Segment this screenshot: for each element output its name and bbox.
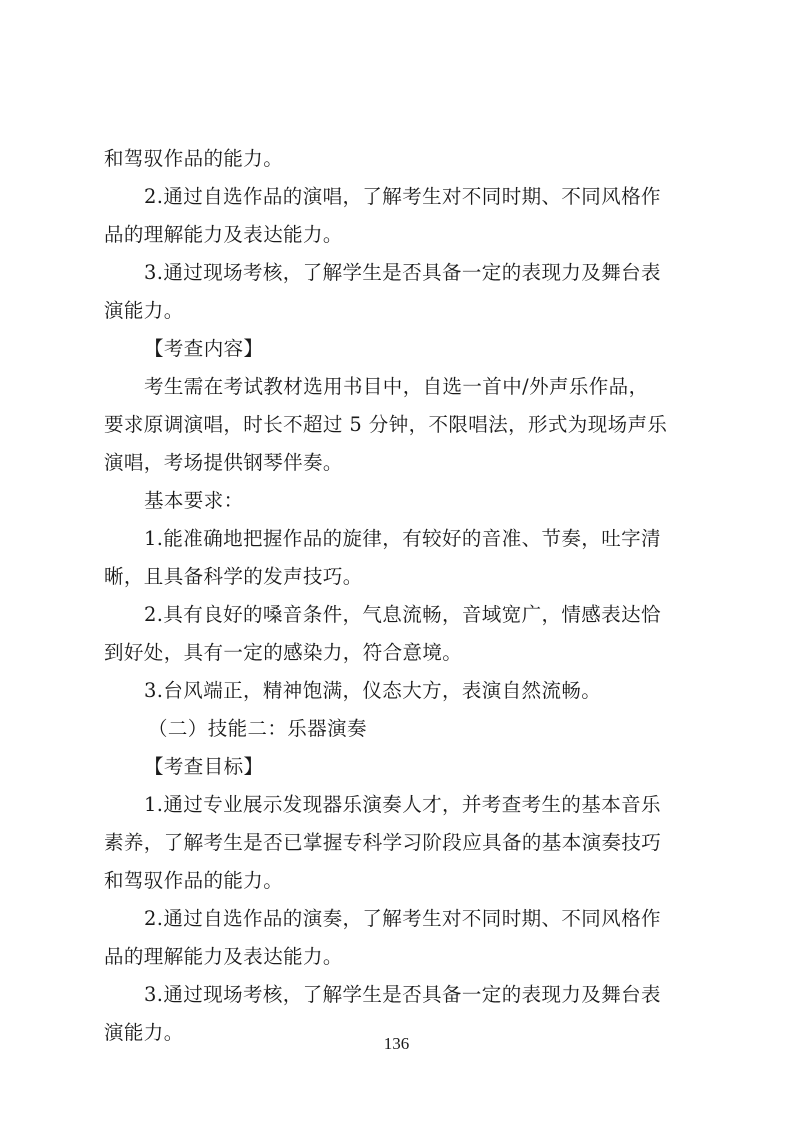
- body-text-line: 1.能准确地把握作品的旋律，有较好的音准、节奏，吐字清: [144, 527, 661, 550]
- body-text-line: 品的理解能力及表达能力。: [104, 945, 343, 968]
- body-text-line: 演能力。: [104, 1021, 184, 1044]
- body-text-line: 演唱，考场提供钢琴伴奏。: [104, 451, 343, 474]
- body-text-line: 3.通过现场考核，了解学生是否具备一定的表现力及舞台表: [144, 261, 661, 284]
- body-text-line: 1.通过专业展示发现器乐演奏人才，并考查考生的基本音乐: [144, 793, 661, 816]
- body-text-line: 考生需在考试教材选用书目中，自选一首中/外声乐作品，: [144, 375, 649, 398]
- body-text-line: 2.通过自选作品的演奏，了解考生对不同时期、不同风格作: [144, 907, 661, 930]
- body-text-line: 和驾驭作品的能力。: [104, 869, 284, 892]
- body-text-line: 晰，且具备科学的发声技巧。: [104, 565, 363, 588]
- body-text-line: 2.通过自选作品的演唱，了解考生对不同时期、不同风格作: [144, 185, 661, 208]
- body-text-line: 品的理解能力及表达能力。: [104, 223, 343, 246]
- body-text-line: 演能力。: [104, 299, 184, 322]
- body-text-line: 素养，了解考生是否已掌握专科学习阶段应具备的基本演奏技巧: [104, 831, 662, 854]
- body-text-line: 3.通过现场考核，了解学生是否具备一定的表现力及舞台表: [144, 983, 661, 1006]
- body-text-line: 基本要求：: [144, 489, 244, 512]
- body-text-line: 到好处，具有一定的感染力，符合意境。: [104, 641, 463, 664]
- body-text-line: 2.具有良好的嗓音条件，气息流畅，音域宽广，情感表达恰: [144, 603, 661, 626]
- body-text-line: 3.台风端正，精神饱满，仪态大方，表演自然流畅。: [144, 679, 602, 702]
- body-text-line: 要求原调演唱，时长不超过 5 分钟，不限唱法，形式为现场声乐: [104, 413, 668, 436]
- body-text-line: 和驾驭作品的能力。: [104, 147, 284, 170]
- section-heading: 【考查目标】: [144, 755, 264, 778]
- section-heading: 【考查内容】: [144, 337, 264, 360]
- page-number: 136: [383, 1034, 410, 1053]
- subsection-heading: （二）技能二：乐器演奏: [148, 717, 367, 740]
